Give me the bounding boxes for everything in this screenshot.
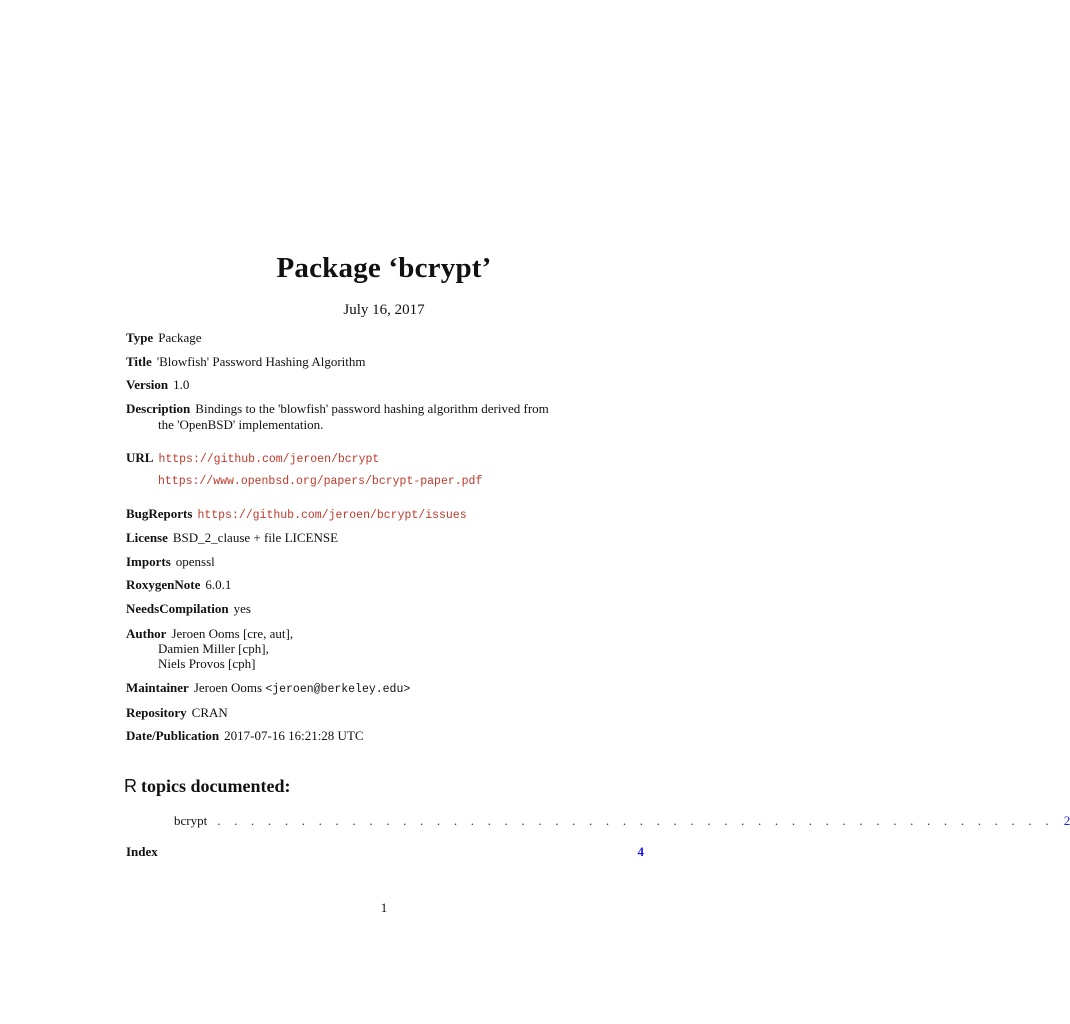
field-key: Repository <box>126 705 187 720</box>
field-key: Maintainer <box>126 680 189 695</box>
field-key: Author <box>126 626 167 641</box>
field-value: yes <box>233 601 251 616</box>
field-type <box>126 330 202 346</box>
url-link-github[interactable]: https://github.com/jeroen/bcrypt <box>158 453 380 466</box>
field-version <box>126 377 189 393</box>
field-value: BSD_2_clause + file LICENSE <box>172 530 339 545</box>
field-key: Version <box>126 377 169 392</box>
field-url <box>126 450 379 468</box>
field-value: Package <box>158 330 202 345</box>
field-key: License <box>126 530 168 545</box>
field-key: RoxygenNote <box>126 577 201 592</box>
package-title: Package ‘bcrypt’ <box>276 252 492 284</box>
field-key: BugReports <box>126 506 193 521</box>
toc-entry-name: bcrypt <box>174 813 208 828</box>
field-repository <box>126 705 228 721</box>
field-key: NeedsCompilation <box>126 601 229 616</box>
toc-entry-index[interactable] <box>126 844 644 860</box>
index-label: Index <box>126 844 158 859</box>
bugreports-link[interactable]: https://github.com/jeroen/bcrypt/issues <box>197 509 467 522</box>
field-datepublication <box>126 728 364 744</box>
field-value: CRAN <box>191 705 228 720</box>
package-date: July 16, 2017 <box>343 302 425 318</box>
field-needscompilation <box>126 601 251 617</box>
field-roxygennote <box>126 577 231 593</box>
field-key: URL <box>126 450 154 465</box>
field-value: Bindings to the 'blowfish' password hashing algorithm derived from <box>195 401 549 416</box>
field-imports <box>126 554 215 570</box>
field-value: 'Blowfish' Password Hashing Algorithm <box>156 354 366 369</box>
author-line-2: Damien Miller [cph], <box>158 641 269 656</box>
field-value: 6.0.1 <box>205 577 232 592</box>
field-key: Date/Publication <box>126 728 220 743</box>
field-title <box>126 354 365 370</box>
field-value: 1.0 <box>173 377 190 392</box>
toc-entry-bcrypt[interactable] <box>174 813 1070 829</box>
field-description-cont: the 'OpenBSD' implementation. <box>158 417 324 432</box>
field-value: 2017-07-16 16:21:28 UTC <box>224 728 364 743</box>
toc-entry-page-link[interactable]: 2 <box>1063 813 1070 828</box>
maintainer-email: <jeroen@berkeley.edu> <box>265 683 411 696</box>
field-description <box>126 401 549 417</box>
toc-heading <box>124 776 291 797</box>
maintainer-name: Jeroen Ooms <box>193 680 263 695</box>
toc-leader-dots: . . . . . . . . . . . . . . . . . . . . . . . . . . . . . . . . . . . . . . . . . . . . . . . . . . <box>217 813 1054 828</box>
index-page-link[interactable]: 4 <box>637 844 644 859</box>
page-number: 1 <box>380 900 388 915</box>
field-license <box>126 530 338 546</box>
field-author <box>126 626 293 642</box>
field-value: openssl <box>175 554 215 569</box>
field-value: Jeroen Ooms [cre, aut], <box>171 626 294 641</box>
field-key: Imports <box>126 554 171 569</box>
field-bugreports <box>126 506 467 524</box>
field-maintainer <box>126 680 410 698</box>
field-key: Title <box>126 354 152 369</box>
r-logo-letter: R <box>124 776 137 796</box>
url-link-paper[interactable]: https://www.openbsd.org/papers/bcrypt-paper.pdf <box>158 475 483 488</box>
toc-heading-text: topics documented: <box>141 776 291 796</box>
field-key: Type <box>126 330 154 345</box>
field-key: Description <box>126 401 191 416</box>
author-line-3: Niels Provos [cph] <box>158 656 256 671</box>
